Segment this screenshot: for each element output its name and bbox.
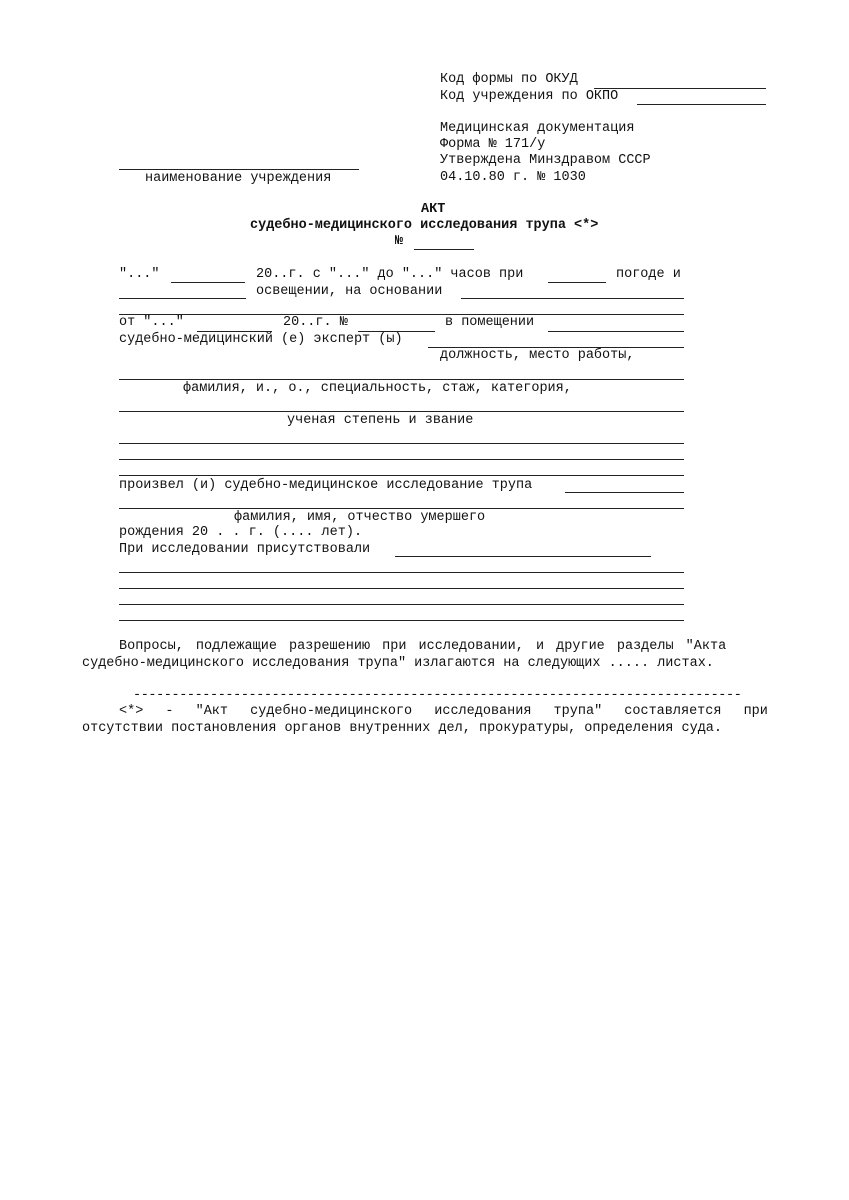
blank-line-1[interactable]	[119, 443, 684, 444]
birth-text: рождения 20 . . г. (.... лет).	[119, 525, 363, 540]
position-caption: должность, место работы,	[440, 348, 635, 363]
title-number-label: №	[395, 234, 404, 249]
okud-label: Код формы по ОКУД	[440, 72, 578, 87]
present-line-4[interactable]	[119, 604, 684, 605]
present-line[interactable]	[395, 556, 651, 557]
footnote-line1: <*> - "Акт судебно-медицинского исследования трупа" составляется при	[119, 704, 768, 719]
deceased-line-2[interactable]	[119, 508, 684, 509]
blank-line-2[interactable]	[119, 459, 684, 460]
institution-name-line[interactable]	[119, 169, 359, 170]
present-text: При исследовании присутствовали	[119, 542, 371, 557]
act-number-line[interactable]	[414, 249, 474, 250]
okpo-label: Код учреждения по ОКПО	[440, 89, 619, 104]
expert-line-3[interactable]	[119, 411, 684, 412]
date-quote: "..."	[119, 267, 160, 282]
name-caption: фамилия, и., о., специальность, стаж, категория,	[183, 381, 572, 396]
basis-line[interactable]	[461, 298, 684, 299]
lighting-text: освещении, на основании	[256, 284, 443, 299]
present-line-2[interactable]	[119, 572, 684, 573]
expert-line-2[interactable]	[119, 379, 684, 380]
okpo-field-line[interactable]	[637, 104, 766, 105]
from-quote: от "..."	[119, 315, 184, 330]
month-line[interactable]	[171, 282, 245, 283]
approved-by: Утверждена Минздравом СССР	[440, 153, 651, 168]
room-line[interactable]	[548, 331, 684, 332]
performed-text: произвел (и) судебно-медицинское исследование трупа	[119, 478, 533, 493]
questions-note-line2: судебно-медицинского исследования трупа" излагаются на следующих ..... листах.	[82, 656, 714, 671]
form-number: Форма № 171/у	[440, 137, 546, 152]
okud-field-line[interactable]	[594, 88, 766, 89]
title-akt: АКТ	[421, 202, 446, 217]
footnote-line2: отсутствии постановления органов внутренних дел, прокуратуры, определения суда.	[82, 721, 723, 736]
present-line-3[interactable]	[119, 588, 684, 589]
approved-date: 04.10.80 г. № 1030	[440, 170, 586, 185]
degree-caption: ученая степень и звание	[287, 413, 474, 428]
footnote-separator: -------------------------------------------------------------------------------	[133, 688, 742, 703]
present-line-5[interactable]	[119, 620, 684, 621]
expert-text: судебно-медицинский (е) эксперт (ы)	[119, 332, 403, 347]
questions-note-line1: Вопросы, подлежащие разрешению при исследовании, и другие разделы "Акта	[119, 639, 727, 654]
institution-caption: наименование учреждения	[145, 171, 332, 186]
weather-text: погоде и	[616, 267, 681, 282]
year-hours-text: 20..г. с "..." до "..." часов при	[256, 267, 524, 282]
weather-line[interactable]	[548, 282, 606, 283]
room-text: в помещении	[445, 315, 535, 330]
year-number-text: 20..г. №	[283, 315, 348, 330]
blank-line-3[interactable]	[119, 475, 684, 476]
lighting-line[interactable]	[119, 298, 246, 299]
deceased-caption: фамилия, имя, отчество умершего	[234, 510, 486, 525]
title-subject: судебно-медицинского исследования трупа <*>	[250, 218, 599, 233]
basis-line-2[interactable]	[119, 314, 684, 315]
med-doc-label: Медицинская документация	[440, 121, 635, 136]
deceased-line[interactable]	[565, 492, 684, 493]
